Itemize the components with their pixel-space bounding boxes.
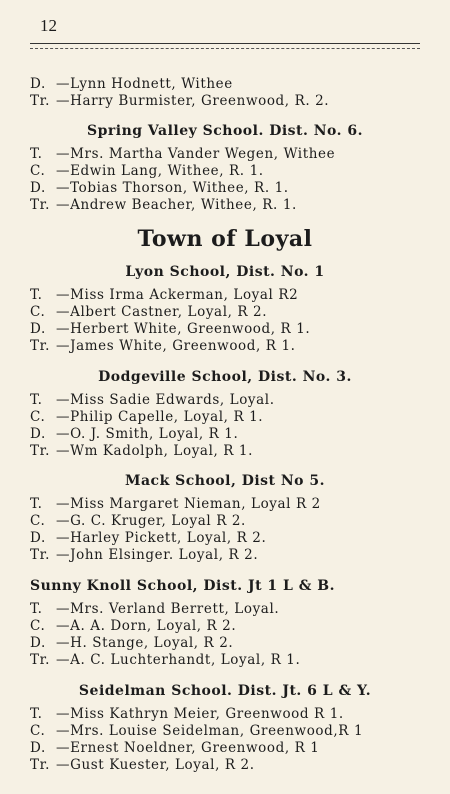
entry-role: D. — [30, 321, 46, 337]
entry-text: —Mrs. Verland Berrett, Loyal. — [56, 601, 280, 617]
entry-line — [30, 443, 253, 459]
entry-role: C. — [30, 304, 46, 320]
entry-role: T. — [30, 392, 43, 408]
entry-text: —Miss Irma Ackerman, Loyal R2 — [56, 287, 299, 303]
entry-text: —Philip Capelle, Loyal, R 1. — [56, 409, 264, 425]
entry-line — [30, 635, 233, 651]
entry-role: T. — [30, 496, 43, 512]
entry-role: T. — [30, 287, 43, 303]
entry-line — [30, 723, 363, 739]
entry-role: C. — [30, 163, 46, 179]
entry-text: —Albert Castner, Loyal, R 2. — [56, 304, 268, 320]
entry-line — [30, 496, 321, 512]
entry-role: T. — [30, 146, 43, 162]
school-heading: Spring Valley School. Dist. No. 6. — [87, 123, 363, 139]
entry-line — [30, 197, 297, 213]
entry-text: —Herbert White, Greenwood, R 1. — [56, 321, 311, 337]
entry-role: D. — [30, 180, 46, 196]
entry-text: —A. C. Luchterhandt, Loyal, R 1. — [56, 652, 301, 668]
entry-role: Tr. — [30, 757, 51, 773]
entry-line — [30, 287, 298, 303]
entry-role: D. — [30, 635, 46, 651]
entry-text: —Andrew Beacher, Withee, R. 1. — [56, 197, 297, 213]
entry-text: —Mrs. Louise Seidelman, Greenwood,R 1 — [56, 723, 364, 739]
entry-text: —G. C. Kruger, Loyal R 2. — [56, 513, 246, 529]
entry-role: C. — [30, 513, 46, 529]
school-heading: Lyon School, Dist. No. 1 — [125, 264, 325, 280]
entry-text: —Gust Kuester, Loyal, R 2. — [56, 757, 255, 773]
page-number: 12 — [40, 16, 57, 35]
entry-text: —Lynn Hodnett, Withee — [56, 76, 233, 92]
entry-line — [30, 601, 279, 617]
entry-line — [30, 76, 233, 92]
entry-role: D. — [30, 76, 46, 92]
entry-text: —H. Stange, Loyal, R 2. — [56, 635, 234, 651]
entry-role: Tr. — [30, 547, 51, 563]
entry-role: C. — [30, 618, 46, 634]
entry-line — [30, 757, 255, 773]
entry-role: D. — [30, 740, 46, 756]
entry-line — [30, 530, 266, 546]
entry-text: —Ernest Noeldner, Greenwood, R 1 — [56, 740, 320, 756]
entry-line — [30, 146, 335, 162]
entry-role: Tr. — [30, 652, 51, 668]
entry-line — [30, 180, 289, 196]
entry-line — [30, 93, 329, 109]
entry-line — [30, 338, 296, 354]
entry-text: —Miss Kathryn Meier, Greenwood R 1. — [56, 706, 344, 722]
entry-line — [30, 426, 238, 442]
entry-role: Tr. — [30, 197, 51, 213]
entry-text: —Mrs. Martha Vander Wegen, Withee — [56, 146, 336, 162]
entry-text: —John Elsinger. Loyal, R 2. — [56, 547, 259, 563]
entry-text: —Harry Burmister, Greenwood, R. 2. — [56, 93, 330, 109]
entry-role: Tr. — [30, 443, 51, 459]
entry-line — [30, 304, 267, 320]
entry-line — [30, 618, 236, 634]
entry-text: —Miss Sadie Edwards, Loyal. — [56, 392, 275, 408]
entry-role: Tr. — [30, 338, 51, 354]
entry-line — [30, 706, 344, 722]
entry-text: —James White, Greenwood, R 1. — [56, 338, 296, 354]
entry-text: —Wm Kadolph, Loyal, R 1. — [56, 443, 254, 459]
entry-role: D. — [30, 530, 46, 546]
entry-role: T. — [30, 601, 43, 617]
entry-text: —A. A. Dorn, Loyal, R 2. — [56, 618, 237, 634]
town-heading: Town of Loyal — [137, 226, 313, 252]
entry-role: Tr. — [30, 93, 51, 109]
header-rule — [30, 43, 420, 49]
entry-text: —Tobias Thorson, Withee, R. 1. — [56, 180, 289, 196]
entry-text: —O. J. Smith, Loyal, R 1. — [56, 426, 239, 442]
entry-line — [30, 740, 319, 756]
entry-line — [30, 163, 264, 179]
entry-text: —Miss Margaret Nieman, Loyal R 2 — [56, 496, 321, 512]
entry-text: —Edwin Lang, Withee, R. 1. — [56, 163, 264, 179]
entry-text: —Harley Pickett, Loyal, R 2. — [56, 530, 267, 546]
entry-line — [30, 321, 310, 337]
entry-line — [30, 392, 275, 408]
entry-role: C. — [30, 723, 46, 739]
entry-role: C. — [30, 409, 46, 425]
entry-line — [30, 547, 258, 563]
school-heading: Dodgeville School, Dist. No. 3. — [98, 369, 352, 385]
entry-line — [30, 513, 246, 529]
school-heading: Sunny Knoll School, Dist. Jt 1 L & B. — [30, 578, 335, 594]
entry-role: D. — [30, 426, 46, 442]
entry-line — [30, 652, 300, 668]
school-heading: Seidelman School. Dist. Jt. 6 L & Y. — [78, 683, 372, 699]
school-heading: Mack School, Dist No 5. — [124, 473, 326, 489]
entry-role: T. — [30, 706, 43, 722]
entry-line — [30, 409, 263, 425]
